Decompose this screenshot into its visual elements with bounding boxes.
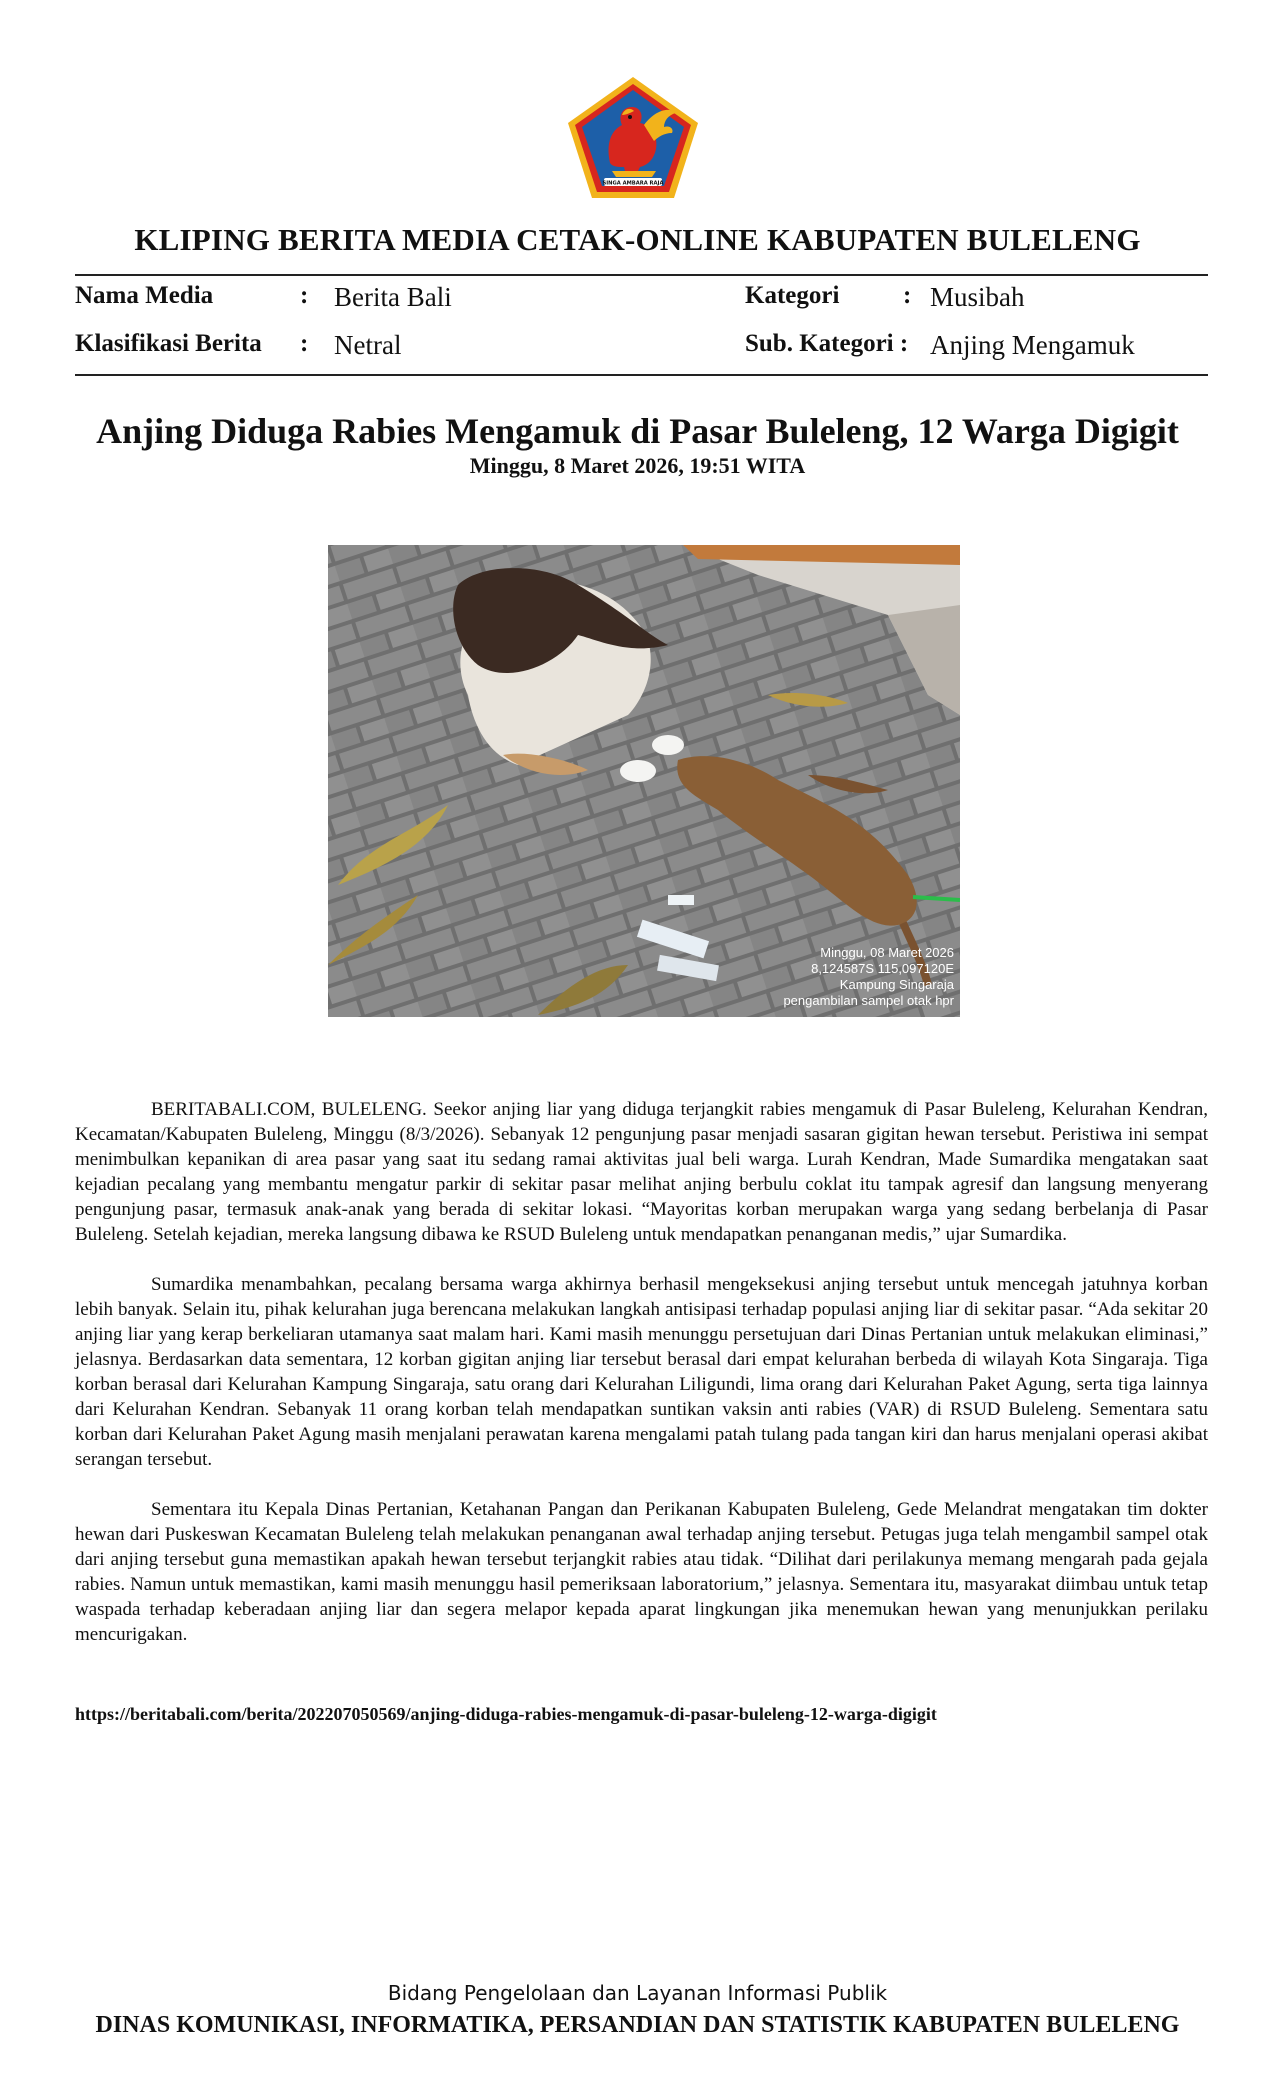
article-photo xyxy=(328,545,960,1017)
kategori-label: Kategori xyxy=(745,282,840,309)
footer-agency: DINAS KOMUNIKASI, INFORMATIKA, PERSANDIAN DAN STATISTIK KABUPATEN BULELENG xyxy=(95,2012,1180,2038)
article-dateline: Minggu, 8 Maret 2026, 19:51 WITA xyxy=(469,453,806,478)
emblem-motto: SINGA AMBARA RAJA xyxy=(602,180,664,187)
sub-kategori-label: Sub. Kategori : xyxy=(745,330,909,357)
buleleng-emblem-logo xyxy=(566,75,700,200)
nama-media-label: Nama Media xyxy=(75,282,214,309)
header-rule-bottom xyxy=(75,374,1208,376)
kategori-colon: : xyxy=(903,282,912,309)
article-paragraph: Sementara itu Kepala Dinas Pertanian, Ketahanan Pangan dan Perikanan Kabupaten Buleleng, Gede Melandrat mengatakan tim dokter hewan dari Puskeswan Kecamatan Buleleng telah melakukan penanganan awal terhadap anjing tersebut. Petugas juga telah mengambil sampel otak dari anjing tersebut guna memastikan apakah hewan tersebut terjangkit rabies atau tidak. “Dilihat dari perilakunya memang mengarah pada gejala rabies. Namun untuk memastikan, kami masih menunggu hasil pemeriksaan laboratorium,” jelasnya. Sementara itu, masyarakat diimbau untuk tetap waspada terhadap keberadaan anjing liar dan segera melapor kepada aparat lingkungan jika menemukan hewan yang menunjukkan perilaku mencurigakan. xyxy=(75,1499,1208,1645)
nama-media-value: Berita Bali xyxy=(334,282,452,312)
sub-kategori-value: Anjing Mengamuk xyxy=(930,330,1135,360)
article-paragraph: Sumardika menambahkan, pecalang bersama warga akhirnya berhasil mengeksekusi anjing tersebut untuk mencegah jatuhnya korban lebih banyak. Selain itu, pihak kelurahan juga berencana melakukan langkah antisipasi terhadap populasi anjing liar di sekitar pasar. “Ada sekitar 20 anjing liar yang kerap berkeliaran utamanya saat malam hari. Kami masih menunggu persetujuan dari Dinas Pertanian untuk melakukan eliminasi,” jelasnya. Berdasarkan data sementara, 12 korban gigitan anjing liar tersebut berasal dari empat kelurahan berbeda di wilayah Kota Singaraja. Tiga korban berasal dari Kelurahan Kampung Singaraja, satu orang dari Kelurahan Liligundi, lima orang dari Kelurahan Paket Agung, serta tiga lainnya dari Kelurahan Kendran. Sebanyak 11 orang korban telah mendapatkan suntikan vaksin anti rabies (VAR) di RSUD Buleleng. Sementara satu korban dari Kelurahan Paket Agung masih menjalani perawatan karena mengalami patah tulang pada tangan kiri dan harus menjalani operasi akibat serangan tersebut. xyxy=(75,1274,1208,1470)
photo-stamp-date: Minggu, 08 Maret 2026 xyxy=(820,945,954,960)
document-title: KLIPING BERITA MEDIA CETAK-ONLINE KABUPATEN BULELENG xyxy=(134,222,1141,257)
photo-stamp-coordinates: 8,124587S 115,097120E xyxy=(811,961,954,976)
klasifikasi-colon: : xyxy=(300,330,309,357)
source-url[interactable]: https://beritabali.com/berita/202207050569/anjing-diduga-rabies-mengamuk-di-pasar-buleleng-12-warga-digigit xyxy=(75,1704,937,1724)
article-paragraph: BERITABALI.COM, BULELENG. Seekor anjing liar yang diduga terjangkit rabies mengamuk di Pasar Buleleng, Kelurahan Kendran, Kecamatan/Kabupaten Buleleng, Minggu (8/3/2026). Sebanyak 12 pengunjung pasar menjadi sasaran gigitan hewan tersebut. Peristiwa ini sempat menimbulkan kepanikan di area pasar yang saat itu sedang ramai aktivitas jual beli warga. Lurah Kendran, Made Sumardika mengatakan saat kejadian pecalang yang membantu mengatur parkir di sekitar pasar melihat anjing berbulu coklat itu tampak agresif dan langsung menyerang pengunjung pasar, termasuk anak-anak yang berada di sekitar lokasi. “Mayoritas korban merupakan warga yang sedang berbelanja di Pasar Buleleng. Setelah kejadian, mereka langsung dibawa ke RSUD Buleleng untuk mendapatkan penanganan medis,” ujar Sumardika. xyxy=(75,1099,1208,1245)
header-rule-top xyxy=(75,274,1208,276)
klasifikasi-value: Netral xyxy=(334,330,402,360)
klasifikasi-label: Klasifikasi Berita xyxy=(75,330,262,357)
photo-stamp-caption: pengambilan sampel otak hpr xyxy=(783,993,954,1008)
footer-division: Bidang Pengelolaan dan Layanan Informasi Publik xyxy=(387,1981,888,2005)
article-headline: Anjing Diduga Rabies Mengamuk di Pasar Buleleng, 12 Warga Digigit xyxy=(96,411,1179,451)
article-body xyxy=(75,1097,1208,1672)
photo-stamp-location: Kampung Singaraja xyxy=(839,977,954,992)
nama-media-colon: : xyxy=(300,282,309,309)
kategori-value: Musibah xyxy=(930,282,1025,312)
